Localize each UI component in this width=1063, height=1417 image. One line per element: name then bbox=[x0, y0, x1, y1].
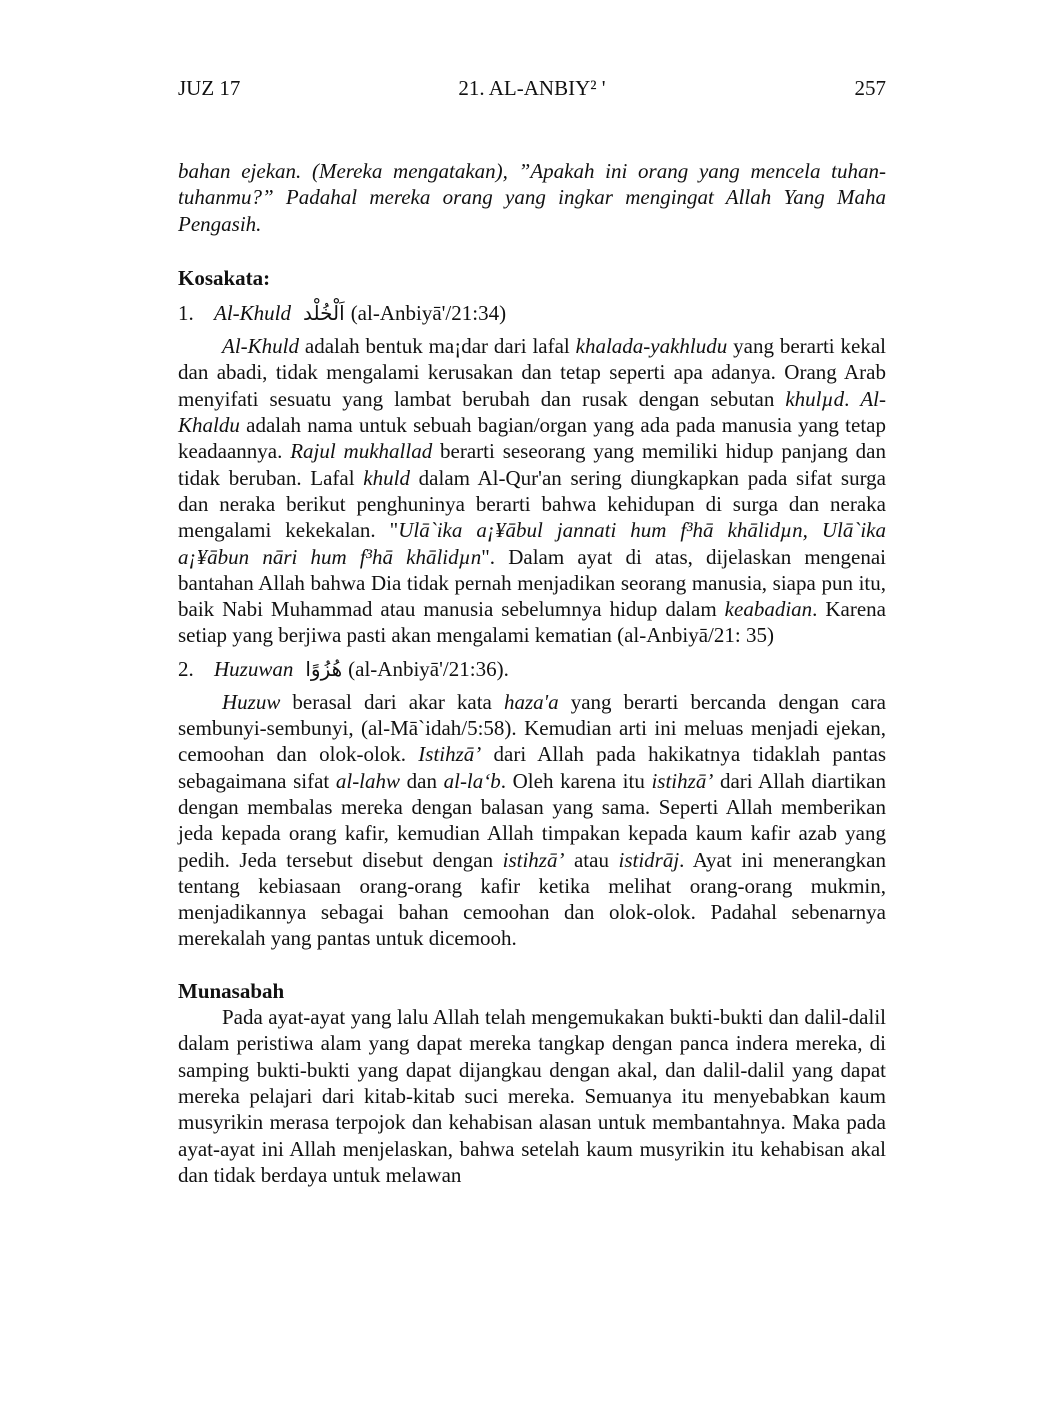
italic-term: istihzā’ bbox=[651, 768, 714, 793]
italic-term: Huzuw bbox=[222, 689, 281, 714]
vocab-reference: (al-Anbiyā'/21:34) bbox=[350, 301, 507, 326]
italic-term: istidrāj bbox=[618, 847, 680, 872]
munasabah-paragraph: Pada ayat-ayat yang lalu Allah telah mengemukakan bukti-bukti dan dalil-dalil dalam peristiwa alam yang dapat mereka tangkap dengan panca indera mereka, di samping bukti-bukti yang dapat dijangkau dengan akal, dan dalil-dalil yang dapat mereka pelajari dari kitab-kitab suci mereka. Semuanya itu menyebabkan kaum musyrikin merasa terpojok dan kehabisan alasan untuk membantahnya. Maka pada ayat-ayat ini Allah menjelaskan, bahwa setelah kaum musyrikin itu kehabisan akal dan tidak berdaya untuk melawan bbox=[178, 1005, 886, 1187]
munasabah-heading: Munasabah bbox=[178, 978, 285, 1003]
italic-term: khuld bbox=[363, 465, 410, 490]
vocab-number: 2. bbox=[178, 656, 194, 681]
italic-term: Ulā`ika a¡¥ābul jannati hum f³hā khālidµn, Ulā`ika a¡¥ābun nāri hum f³hā khālidµn bbox=[178, 518, 886, 569]
italic-term: khalada-yakhludu bbox=[575, 334, 728, 359]
vocab-item-2 bbox=[178, 653, 886, 685]
italic-term: Rajul mukhallad bbox=[290, 439, 433, 464]
vocab-definition-2: Huzuw berasal dari akar kata haza'a yang berarti bercanda dengan cara sembunyi-sembunyi, (al-Mā`idah/5:58). Kemudian arti ini meluas menjadi ejekan, cemoohan dan olok-olok. Istihzā’ dari Allah pada hakikatnya tidaklah pantas sebagaimana sifat al-lahw dan al-la‘b. Oleh karena itu istihzā’ dari Allah diartikan dengan membalas mereka dengan balasan yang sama. Seperti Allah memberikan jeda kepada orang kafir, kemudian Allah timpakan kepada kaum kafir azab yang pedih. Jeda tersebut disebut dengan istihzā’ atau istidrāj. Ayat ini menerangkan tentang kebiasaan orang-orang kafir ketika melihat orang-orang mukmin, menjadikannya sebagai bahan cemoohan dan olok-olok. Padahal sebenarnya merekalah yang pantas untuk dicemooh. bbox=[178, 689, 887, 951]
arabic-term: اَلْخُلْد bbox=[303, 301, 345, 326]
intro-paragraph: bahan ejekan. (Mereka mengatakan), ”Apakah ini orang yang mencela tuhan-tuhanmu?” Padahal mereka orang yang ingkar mengingat Allah Yang Maha Pengasih. bbox=[178, 159, 886, 236]
arabic-term: هُزُوًا bbox=[305, 656, 343, 681]
vocab-number: 1. bbox=[178, 301, 194, 326]
page-number: 257 bbox=[854, 76, 886, 100]
page-body bbox=[178, 158, 886, 1188]
kosakata-heading: Kosakata: bbox=[178, 265, 271, 290]
vocab-term: Al-Khuld bbox=[214, 301, 291, 326]
italic-term: Al-Khaldu bbox=[178, 386, 886, 438]
italic-term: keabadian bbox=[724, 597, 813, 622]
italic-term: istihzā’ bbox=[502, 847, 565, 872]
italic-term: Al-Khuld bbox=[222, 334, 299, 359]
page-header bbox=[178, 72, 886, 104]
vocab-reference: (al-Anbiyā'/21:36). bbox=[348, 656, 509, 681]
vocab-term: Huzuwan bbox=[214, 656, 294, 681]
italic-term: Istihzā’ bbox=[418, 742, 482, 767]
juz-label: JUZ 17 bbox=[178, 76, 241, 100]
surah-title: 21. AL-ANBIY² ' bbox=[458, 76, 606, 100]
italic-term: al-lahw bbox=[335, 768, 401, 793]
vocab-item-1 bbox=[178, 297, 886, 329]
vocab-definition-1: Al-Khuld adalah bentuk ma¡dar dari lafal khalada-yakhludu yang berarti kekal dan abadi, tidak mengalami kerusakan dan tetap seperti apa adanya. Orang Arab menyifati sesuatu yang lambat berubah dan rusak dengan sebutan khulµd. Al-Khaldu adalah nama untuk sebuah bagian/organ yang ada pada manusia yang tetap keadaannya. Rajul mukhallad berarti seseorang yang memiliki hidup panjang dan tidak beruban. Lafal khuld dalam Al-Qur'an sering diungkapkan pada sifat surga dan neraka berikut penghuninya berarti bahwa kehidupan di surga dan neraka mengalami kekekalan. "Ulā`ika a¡¥ābul jannati hum f³hā khālidµn, Ulā`ika a¡¥ābun nāri hum f³hā khālidµn". Dalam ayat di atas, dijelaskan mengenai bantahan Allah bahwa Dia tidak pernah menjadikan seorang manusia, siapa pun itu, baik Nabi Muhammad atau manusia sebelumnya hidup dalam keabadian. Karena setiap yang berjiwa pasti akan mengalami kematian (al-Anbiyā/21: 35) bbox=[178, 334, 887, 648]
italic-term: khulµd bbox=[785, 386, 845, 411]
italic-term: haza'a bbox=[503, 689, 559, 714]
italic-term: al-la‘b bbox=[443, 768, 501, 793]
